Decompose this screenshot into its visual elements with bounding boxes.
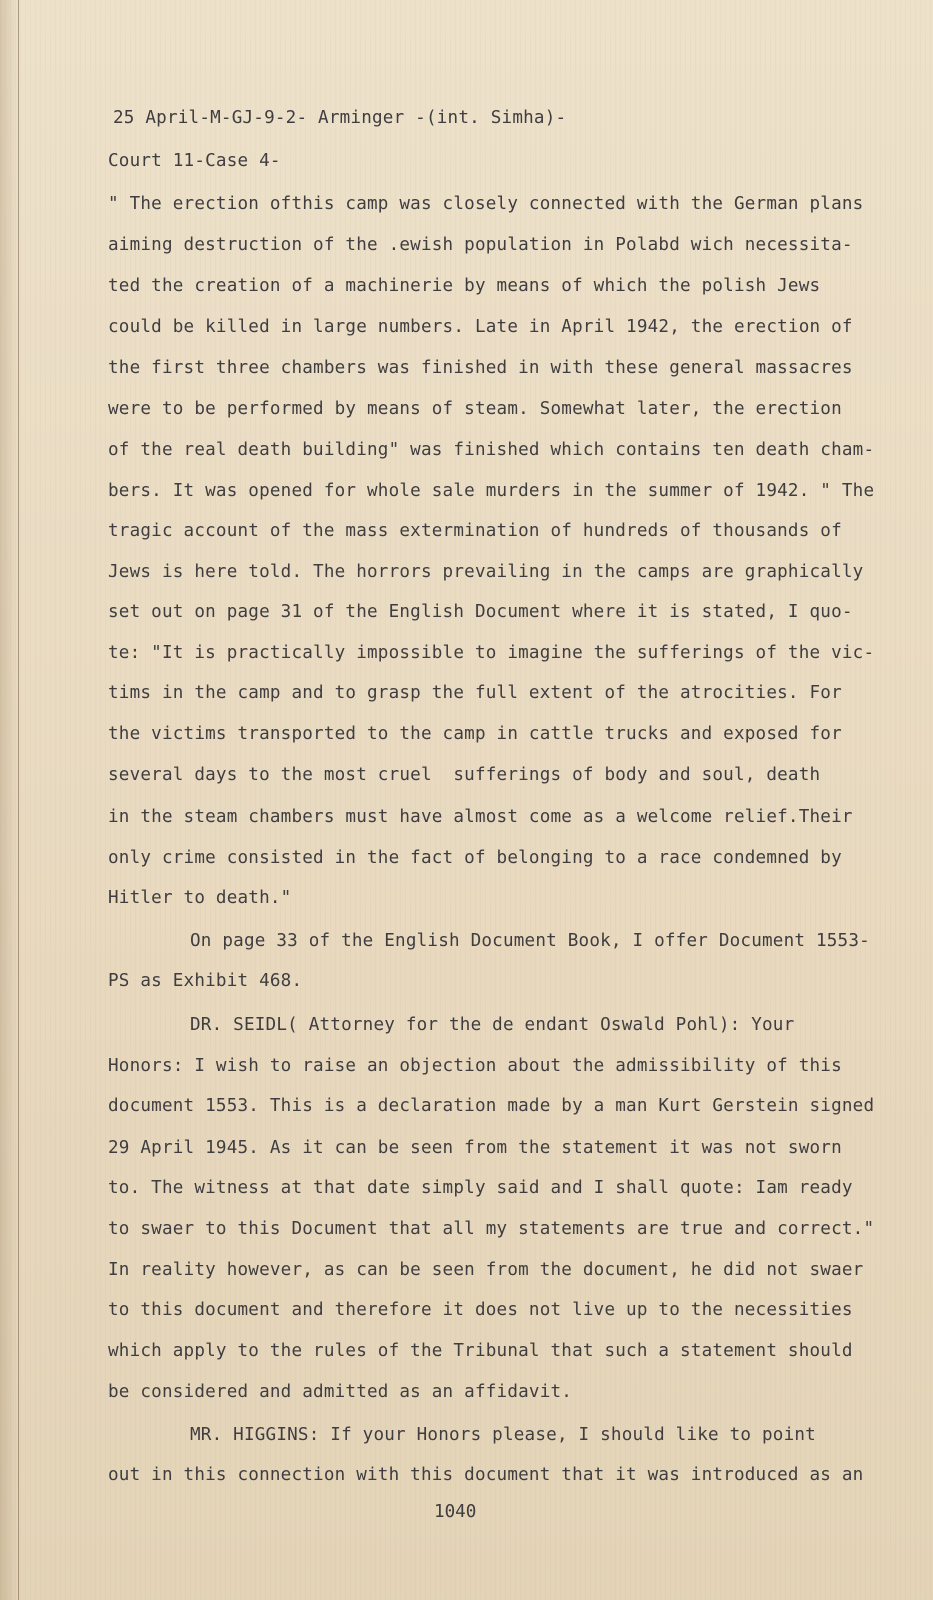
text-line: in the steam chambers must have almost come as a welcome relief.Their [108,807,853,827]
subheader-line: Court 11-Case 4- [108,151,281,171]
text-line: ted the creation of a machinerie by means of which the polish Jews [108,276,821,296]
text-line: Jews is here told. The horrors prevailing in the camps are graphically [108,562,864,582]
text-line: to. The witness at that date simply said and I shall quote: Iam ready [108,1178,853,1198]
text-line: to this document and therefore it does not live up to the necessities [108,1300,853,1320]
text-line: could be killed in large numbers. Late in April 1942, the erection of [108,317,853,337]
text-line: the first three chambers was finished in with these general massacres [108,358,853,378]
page-number: 1040 [434,1502,477,1522]
text-line: MR. HIGGINS: If your Honors please, I should like to point [190,1425,816,1445]
text-line: only crime consisted in the fact of belonging to a race condemned by [108,848,842,868]
text-line: Honors: I wish to raise an objection about the admissibility of this [108,1056,842,1076]
text-line: out in this connection with this document that it was introduced as an [108,1465,864,1485]
text-line: tims in the camp and to grasp the full extent of the atrocities. For [108,683,842,703]
text-line: PS as Exhibit 468. [108,971,303,991]
text-line: to swaer to this Document that all my statements are true and correct." [108,1219,875,1239]
text-line: " The erection ofthis camp was closely connected with the German plans [108,194,864,214]
text-line: bers. It was opened for whole sale murders in the summer of 1942. " The [108,481,875,501]
text-line: aiming destruction of the .ewish population in Polabd wich necessita- [108,235,853,255]
text-line: DR. SEIDL( Attorney for the de endant Oswald Pohl): Your [190,1015,795,1035]
text-line: several days to the most cruel sufferings of body and soul, death [108,765,821,785]
text-line: On page 33 of the English Document Book, I offer Document 1553- [190,931,870,951]
header-line: 25 April-M-GJ-9-2- Arminger -(int. Simha)- [113,108,567,128]
text-line: In reality however, as can be seen from the document, he did not swaer [108,1260,864,1280]
text-line: set out on page 31 of the English Document where it is stated, I quo- [108,602,853,622]
text-line: be considered and admitted as an affidavit. [108,1382,573,1402]
text-line: Hitler to death." [108,888,292,908]
text-line: document 1553. This is a declaration made by a man Kurt Gerstein signed [108,1096,875,1116]
text-line: which apply to the rules of the Tribunal that such a statement should [108,1341,853,1361]
text-line: of the real death building" was finished which contains ten death cham- [108,440,875,460]
text-line: the victims transported to the camp in cattle trucks and exposed for [108,724,842,744]
text-line: te: "It is practically impossible to imagine the sufferings of the vic- [108,643,875,663]
text-line: 29 April 1945. As it can be seen from the statement it was not sworn [108,1138,842,1158]
page-left-edge [0,0,19,1600]
text-line: tragic account of the mass extermination of hundreds of thousands of [108,521,842,541]
text-line: were to be performed by means of steam. Somewhat later, the erection [108,399,842,419]
